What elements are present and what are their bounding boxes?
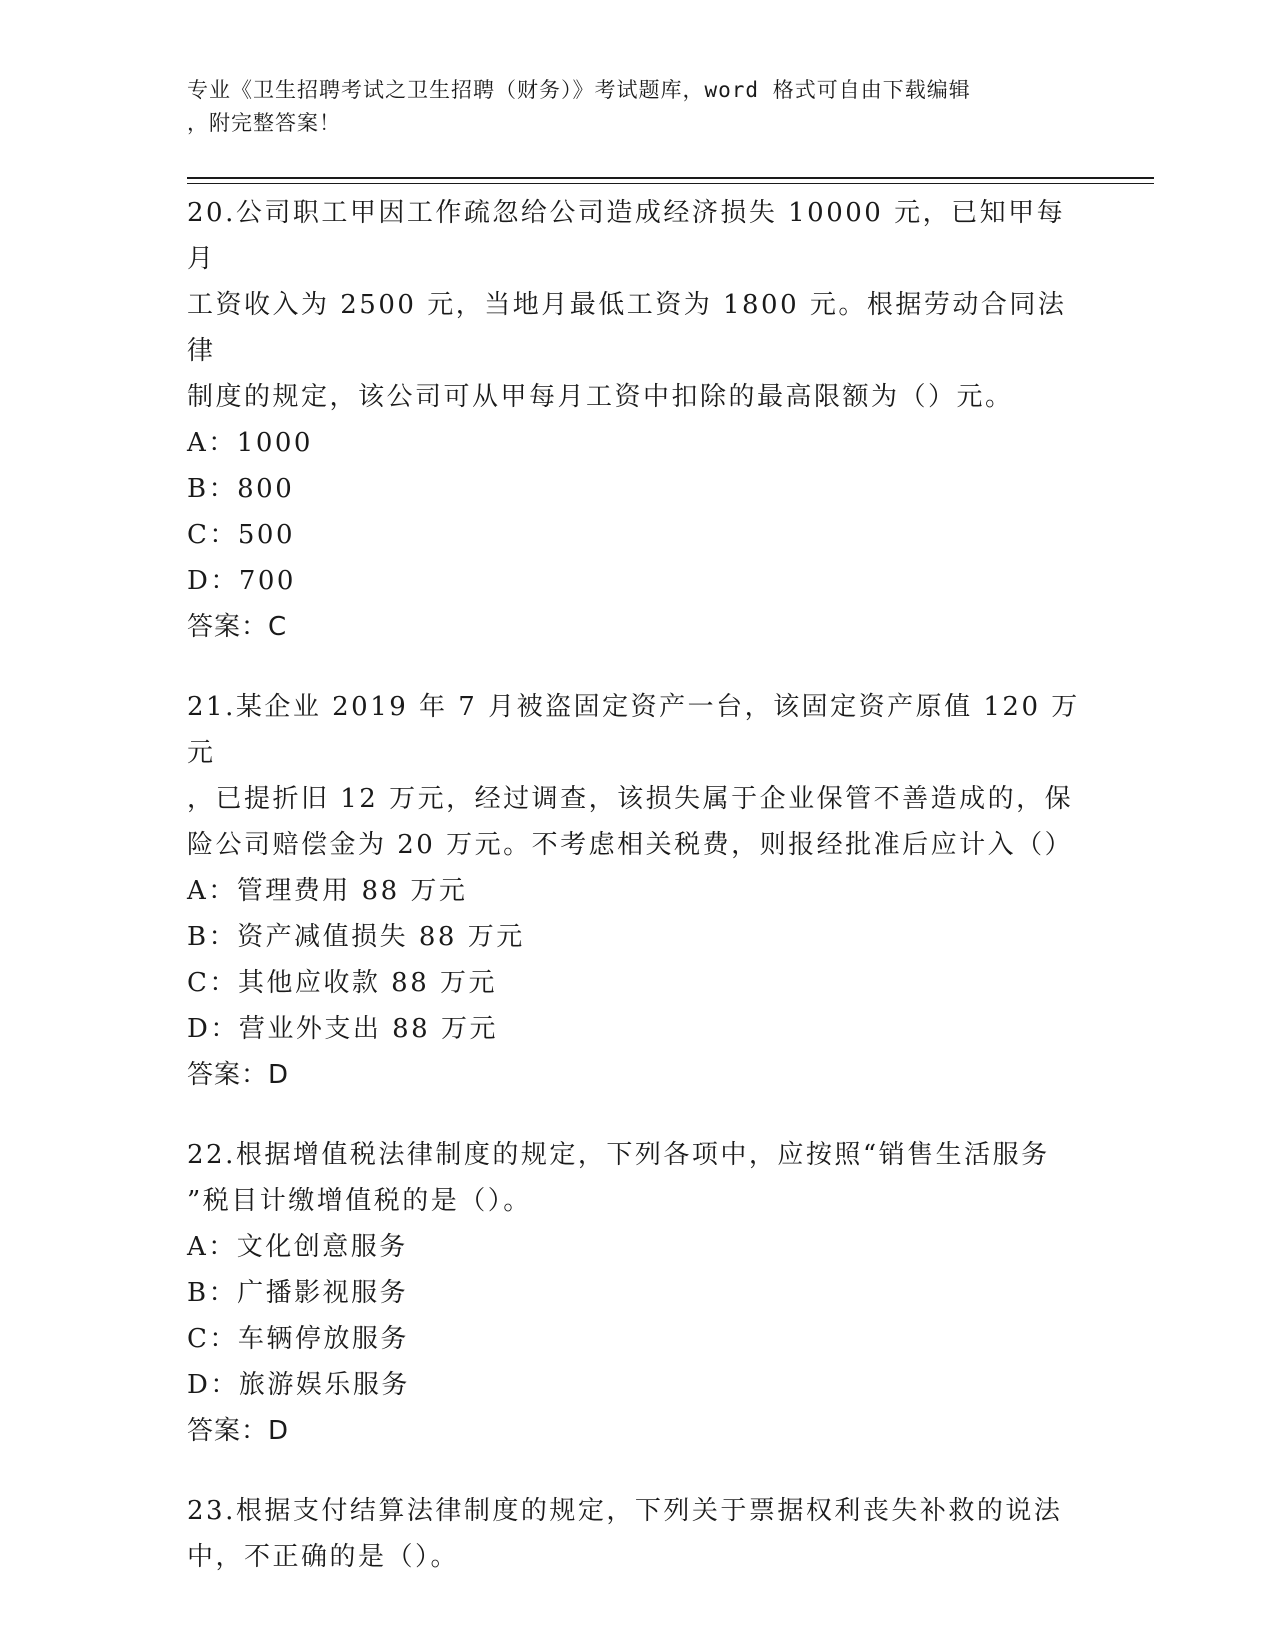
question-line: 20.公司职工甲因工作疏忽给公司造成经济损失 10000 元，已知甲每月	[187, 198, 1066, 274]
question-line: ，已提折旧 12 万元，经过调查，该损失属于企业保管不善造成的，保	[187, 784, 1074, 814]
option-c: C：其他应收款 88 万元	[187, 968, 498, 998]
question-22	[187, 1132, 1087, 1454]
option-b: B：800	[187, 474, 295, 504]
option-c: C：500	[187, 520, 296, 550]
answer: 答案：D	[187, 1416, 290, 1446]
answer: 答案：D	[187, 1060, 290, 1090]
option-c: C：车辆停放服务	[187, 1324, 409, 1354]
document-header	[187, 74, 1087, 140]
header-divider-thin	[187, 183, 1154, 184]
question-line: 21.某企业 2019 年 7 月被盗固定资产一台，该固定资产原值 120 万元	[187, 692, 1080, 768]
option-d: D：营业外支出 88 万元	[187, 1014, 498, 1044]
question-21	[187, 684, 1087, 1098]
option-d: D：旅游娱乐服务	[187, 1370, 410, 1400]
header-line-2: ，附完整答案！	[187, 111, 341, 135]
question-list	[187, 190, 1087, 1614]
question-text	[187, 190, 1087, 420]
question-text	[187, 684, 1087, 868]
option-a: A：文化创意服务	[187, 1232, 408, 1262]
question-20	[187, 190, 1087, 650]
header-line-1: 专业《卫生招聘考试之卫生招聘（财务）》考试题库，word 格式可自由下载编辑	[187, 78, 971, 102]
answer: 答案：C	[187, 612, 288, 642]
question-line: 险公司赔偿金为 20 万元。不考虑相关税费，则报经批准后应计入（）	[187, 830, 1074, 860]
question-line: 22.根据增值税法律制度的规定，下列各项中，应按照“销售生活服务	[187, 1140, 1050, 1170]
question-text	[187, 1488, 1087, 1580]
question-line: ”税目计缴增值税的是（）。	[187, 1186, 532, 1216]
question-line: 工资收入为 2500 元，当地月最低工资为 1800 元。根据劳动合同法律	[187, 290, 1067, 366]
question-line: 中，不正确的是（）。	[187, 1542, 460, 1572]
header-divider-thick	[187, 177, 1154, 179]
option-a: A：1000	[187, 428, 313, 458]
question-line: 23.根据支付结算法律制度的规定，下列关于票据权利丧失补救的说法	[187, 1496, 1063, 1526]
question-text	[187, 1132, 1087, 1224]
option-b: B：广播影视服务	[187, 1278, 409, 1308]
question-23	[187, 1488, 1087, 1580]
question-line: 制度的规定，该公司可从甲每月工资中扣除的最高限额为（）元。	[187, 382, 1014, 412]
option-a: A：管理费用 88 万元	[187, 876, 468, 906]
option-b: B：资产减值损失 88 万元	[187, 922, 525, 952]
option-d: D：700	[187, 566, 296, 596]
